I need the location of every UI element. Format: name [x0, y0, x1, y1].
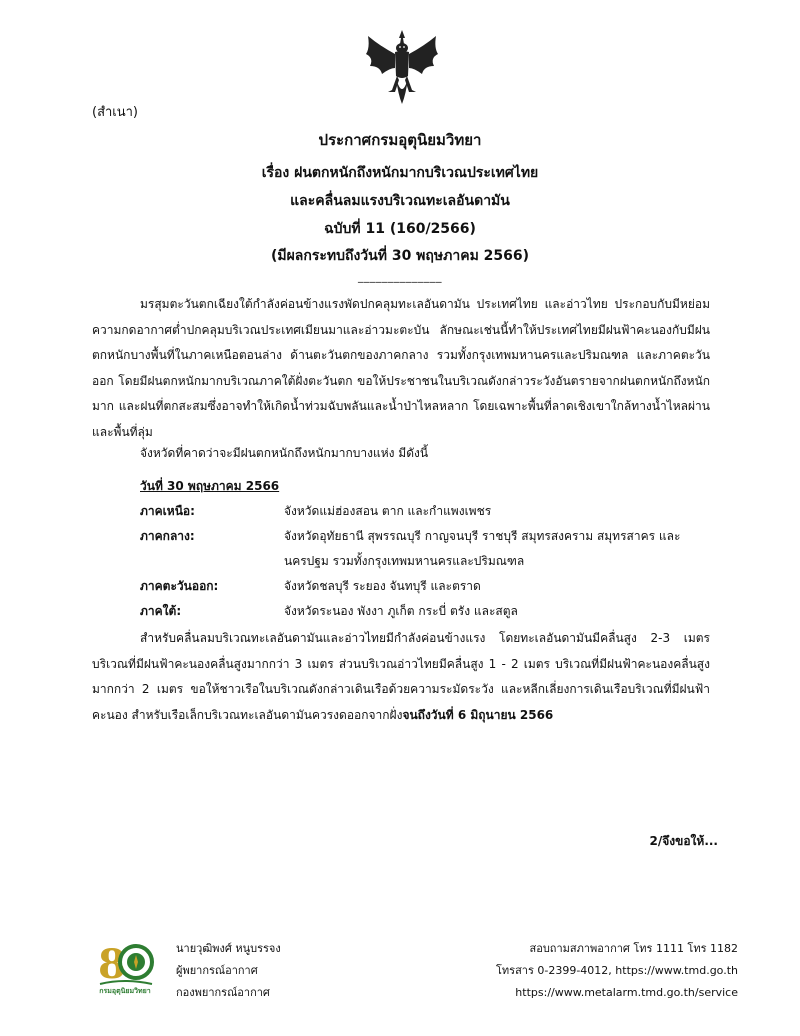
region-provinces: จังหวัดระนอง พังงา ภูเก็ต กระบี่ ตรัง และสตูล	[284, 604, 518, 618]
effective-date: (มีผลกระทบถึงวันที่ 30 พฤษภาคม 2566)	[270, 248, 530, 264]
region-name: ภาคใต้:	[140, 604, 182, 618]
contact-info	[496, 938, 738, 1004]
garuda-emblem-icon	[362, 28, 442, 108]
subject-line-1: เรื่อง ฝนตกหนักถึงหนักมากบริเวณประเทศไทย	[261, 165, 539, 181]
region-provinces: จังหวัดอุทัยธานี สุพรรณบุรี กาญจนบุรี ราชบุรี สมุทรสงคราม สมุทรสาคร และนครปฐม รวมทั้งกรุงเทพมหานครและปริมณฑล	[284, 529, 681, 568]
paragraph-provinces-intro: จังหวัดที่คาดว่าจะมีฝนตกหนักถึงหนักมากบางแห่ง มีดังนี้	[140, 446, 429, 460]
forecaster-role: ผู้พยากรณ์อากาศ	[176, 964, 258, 977]
paragraph-waves	[92, 626, 710, 728]
paragraph-waves-deadline: จนถึงวันที่ 6 มิถุนายน 2566	[402, 707, 554, 722]
logo-caption: กรมอุตุนิยมวิทยา	[99, 987, 151, 995]
region-provinces: จังหวัดชลบุรี ระยอง จันทบุรี และตราด	[284, 579, 481, 593]
paragraph-monsoon: มรสุมตะวันตกเฉียงใต้กำลังค่อนข้างแรงพัดปกคลุมทะเลอันดามัน ประเทศไทย และอ่าวไทย ประกอบกับมีหย่อมความกดอากาศต่ำปกคลุมบริเวณประเทศเมียนมาและอ่าวมะตะบัน ลักษณะเช่นนี้ทำให้ประเทศไทยมีฝนฟ้าคะนองกับมีฝนตกหนักบางพื้นที่ในภาคเหนือตอนล่าง ด้านตะวันตกของภาคกลาง รวมทั้งกรุงเทพมหานครและปริมณฑล และภาคตะวันออก โดยมีฝนตกหนักมากบริเวณภาคใต้ฝั่งตะวันตก ขอให้ประชาชนในบริเวณดังกล่าวระวังอันตรายจากฝนตกหนักถึงหนักมาก และฝนที่ตกสะสมซึ่งอาจทำให้เกิดน้ำท่วมฉับพลันและน้ำป่าไหลหลาก โดยเฉพาะพื้นที่ลาดเชิงเขาใกล้ทางน้ำไหลผ่านและพื้นที่ลุ่ม	[92, 297, 710, 439]
contact-phone: สอบถามสภาพอากาศ โทร 1111 โทร 1182	[529, 942, 738, 955]
region-name: ภาคเหนือ:	[140, 504, 195, 518]
region-name: ภาคกลาง:	[140, 529, 195, 543]
paragraph-waves-text: สำหรับคลื่นลมบริเวณทะเลอันดามันและอ่าวไทยมีกำลังค่อนข้างแรง โดยทะเลอันดามันมีคลื่นสูง 2-3 เมตร บริเวณที่มีฝนฟ้าคะนองคลื่นสูงมากกว่า 3 เมตร ส่วนบริเวณอ่าวไทยมีคลื่นสูง 1 - 2 เมตร บริเวณที่มีฝนฟ้าคะนองคลื่นสูงมากกว่า 2 เมตร ขอให้ชาวเรือในบริเวณดังกล่าวเดินเรือด้วยความระมัดระวัง และหลีกเลี่ยงการเดินเรือบริเวณที่มีฝนฟ้าคะนอง สำหรับเรือเล็กบริเวณทะเลอันดามันควรงดออกจากฝั่ง	[92, 631, 710, 722]
region-name: ภาคตะวันออก:	[140, 579, 219, 593]
separator-line: ______________	[358, 270, 442, 283]
contact-fax-website: โทรสาร 0-2399-4012, https://www.tmd.go.th	[496, 964, 738, 977]
subject-line-2: และคลื่นลมแรงบริเวณทะเลอันดามัน	[290, 193, 510, 209]
next-page-reference: 2/จึงขอให้...	[649, 834, 718, 848]
forecast-date-heading: วันที่ 30 พฤษภาคม 2566	[140, 479, 280, 493]
forecaster-name: นายวุฒิพงศ์ หนูบรรจง	[176, 942, 281, 955]
region-provinces: จังหวัดแม่ฮ่องสอน ตาก และกำแพงเพชร	[284, 504, 492, 518]
svg-text:8: 8	[98, 941, 126, 988]
announcement-title: ประกาศกรมอุตุนิยมวิทยา	[318, 131, 482, 149]
forecaster-info	[176, 938, 281, 1004]
forecaster-division: กองพยากรณ์อากาศ	[176, 986, 270, 999]
contact-service-url: https://www.metalarm.tmd.go.th/service	[515, 986, 738, 999]
copy-label: (สำเนา)	[92, 105, 139, 120]
issue-number: ฉบับที่ 11 (160/2566)	[324, 221, 476, 237]
